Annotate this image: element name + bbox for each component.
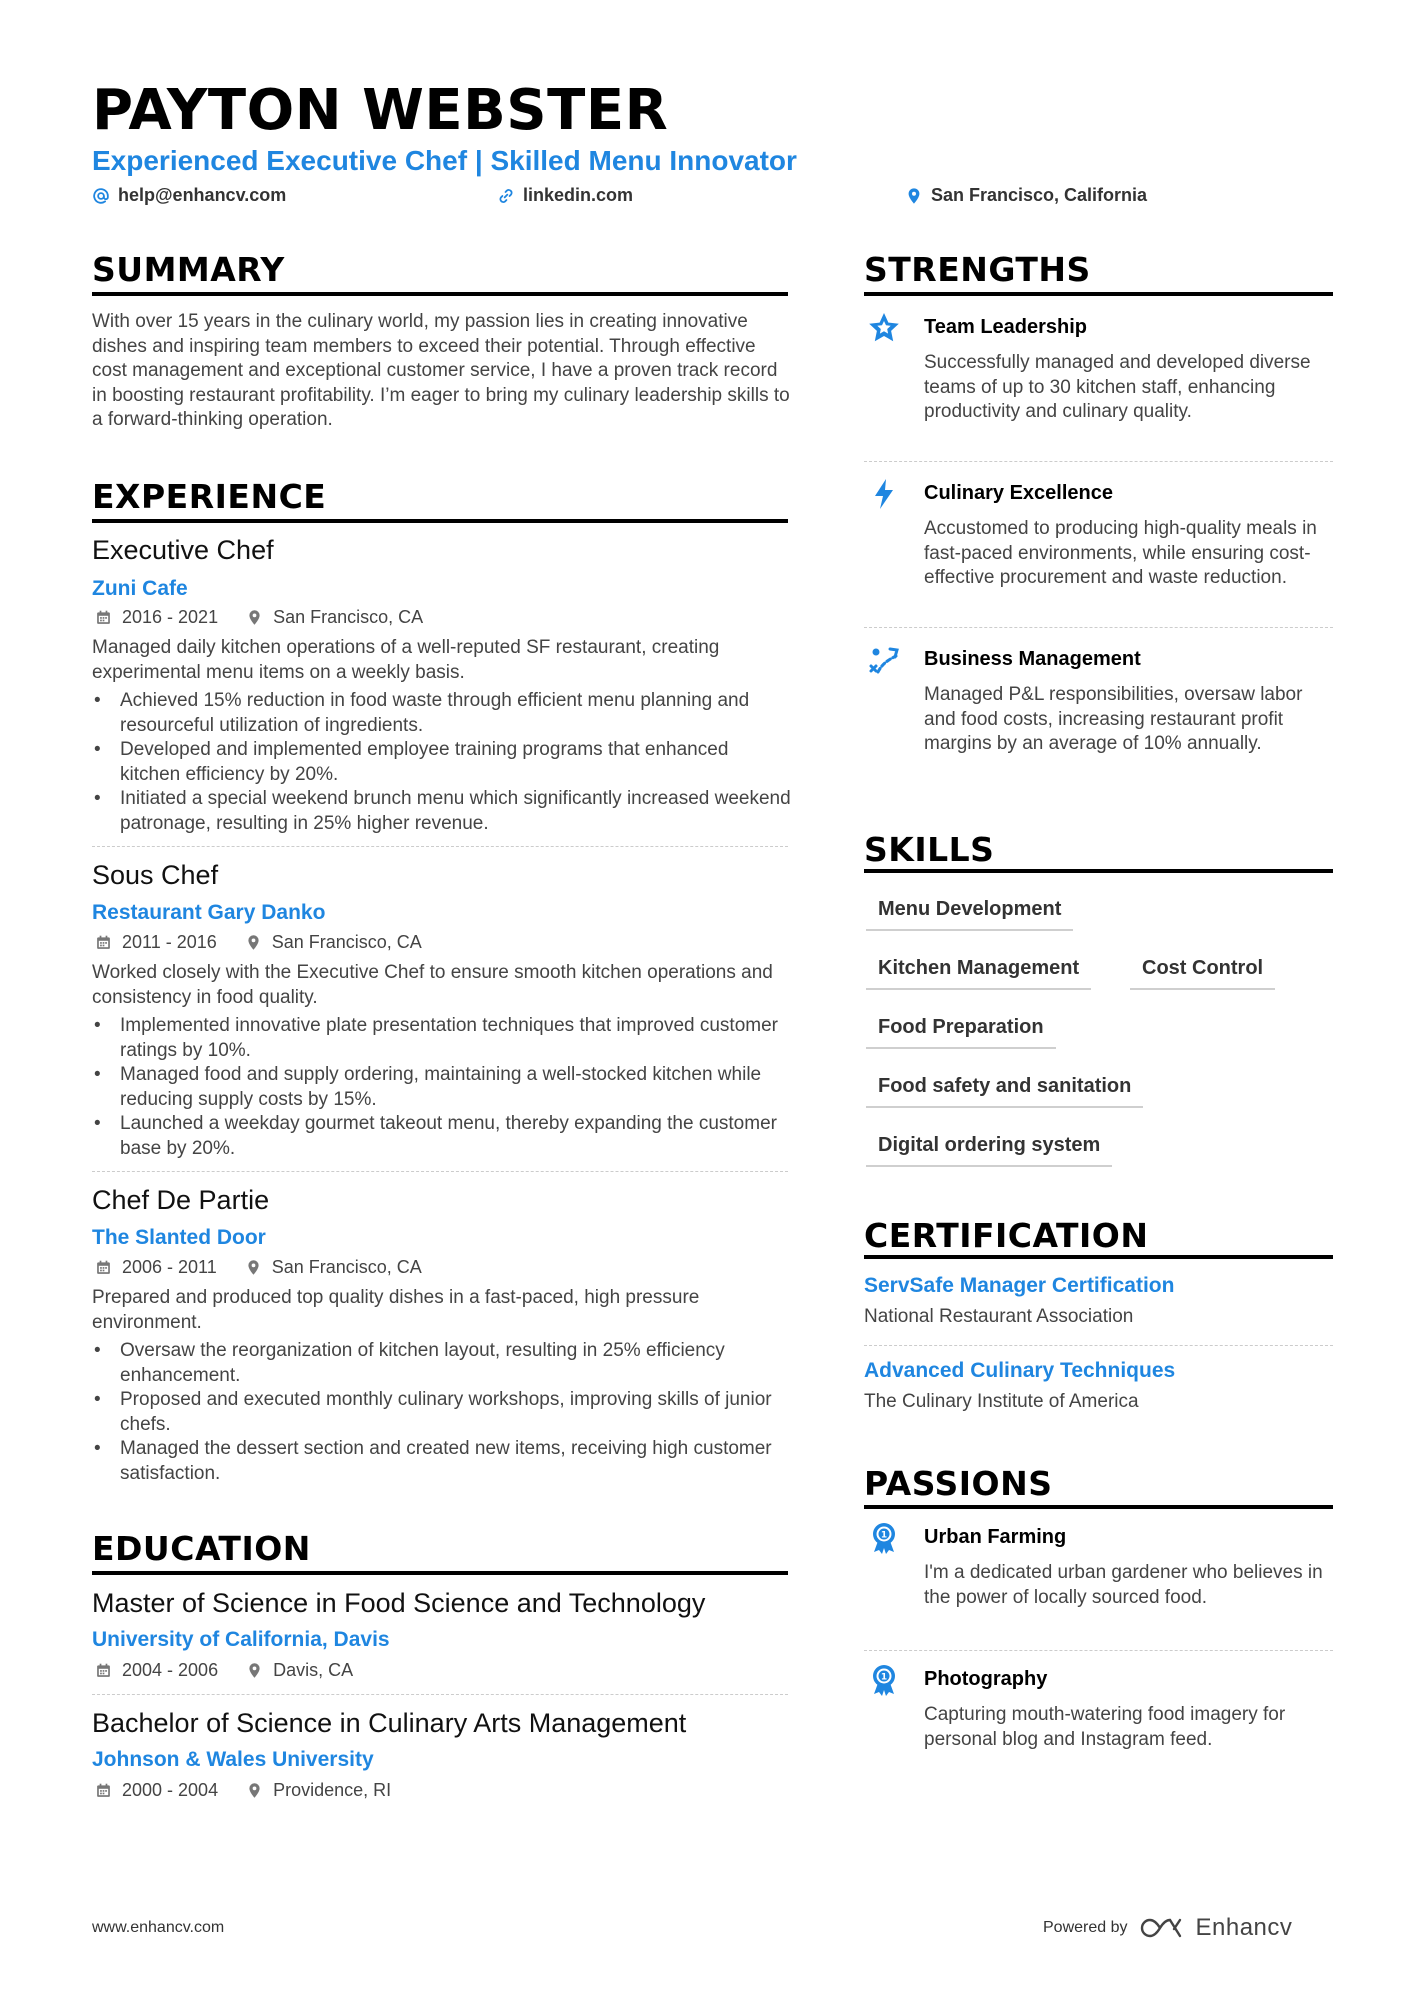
svg-text:1: 1 <box>880 1672 888 1683</box>
strength-description: Successfully managed and developed diverse teams of up to 30 kitchen staff, enhancing productivity and culinary quality. <box>924 352 1311 422</box>
passion-title: Urban Farming <box>924 1526 1067 1548</box>
school-name: University of California, Davis <box>92 1628 390 1651</box>
job-bullet: • Launched a weekday gourmet takeout menu, thereby expanding the customer base by 20%. <box>92 1112 792 1161</box>
calendar-icon <box>95 609 112 626</box>
education-dates: 2004 - 2006 <box>122 1660 219 1680</box>
job-title: Chef De Partie <box>92 1185 270 1215</box>
summary-rule <box>92 292 788 296</box>
award-ribbon-icon <box>866 1520 902 1556</box>
at-icon <box>92 187 110 205</box>
education-location: Davis, CA <box>273 1660 354 1680</box>
certification-rule <box>864 1255 1333 1259</box>
strength-description: Accustomed to producing high-quality meals in fast-paced environments, while ensuring cost-effective procurement and waste reduction. <box>924 518 1317 588</box>
passion-title: Photography <box>924 1668 1048 1690</box>
certification-name: Advanced Culinary Techniques <box>864 1359 1176 1382</box>
candidate-name: PAYTON WEBSTER <box>92 78 669 143</box>
education-dates: 2000 - 2004 <box>122 1780 219 1800</box>
summary-heading: SUMMARY <box>92 250 285 289</box>
contact-email[interactable] <box>92 185 286 206</box>
map-pin-icon <box>245 934 262 951</box>
candidate-headline <box>92 145 797 177</box>
job-bullet: • Implemented innovative plate presentation techniques that improved customer ratings by 10%. <box>92 1014 792 1063</box>
strength-title: Culinary Excellence <box>924 482 1113 504</box>
job-bullet: • Initiated a special weekend brunch menu which significantly increased weekend patronage, resulting in 25% higher revenue. <box>92 787 792 836</box>
divider <box>92 1694 788 1695</box>
contact-linkedin[interactable] <box>497 185 633 206</box>
strengths-heading: STRENGTHS <box>864 250 1091 289</box>
company-name: Zuni Cafe <box>92 577 188 600</box>
footer-branding[interactable] <box>1043 1914 1292 1942</box>
job-bullet: • Proposed and executed monthly culinary workshops, improving skills of junior chefs. <box>92 1388 792 1437</box>
job-title: Executive Chef <box>92 535 274 565</box>
divider <box>92 846 788 847</box>
skill-tag: Menu Development <box>866 898 1073 931</box>
skills-heading: SKILLS <box>864 830 995 869</box>
divider <box>864 461 1333 462</box>
education-meta <box>95 1780 391 1801</box>
strength-title: Team Leadership <box>924 316 1088 338</box>
job-title: Sous Chef <box>92 860 219 890</box>
job-meta <box>95 607 423 628</box>
brand-name: Enhancv <box>1195 1914 1293 1941</box>
job-location: San Francisco, CA <box>273 607 424 627</box>
svg-text:1: 1 <box>880 1530 888 1541</box>
calendar-icon <box>95 1259 112 1276</box>
job-description: Prepared and produced top quality dishes in a fast-paced, high pressure environment. <box>92 1287 700 1333</box>
certification-org: The Culinary Institute of America <box>864 1391 1139 1412</box>
map-pin-icon <box>246 1782 263 1799</box>
map-pin-icon <box>246 609 263 626</box>
headline-part-1: Experienced Executive Chef <box>92 145 468 176</box>
contact-location <box>905 185 1147 206</box>
strength-title: Business Management <box>924 648 1141 670</box>
powered-by-text: Powered by <box>1043 1919 1128 1936</box>
degree-title: Master of Science in Food Science and Technology <box>92 1588 706 1618</box>
calendar-icon <box>95 1662 112 1679</box>
skill-tag: Digital ordering system <box>866 1134 1112 1167</box>
education-rule <box>92 1571 788 1575</box>
education-meta <box>95 1660 353 1681</box>
location-text: San Francisco, California <box>931 185 1148 205</box>
education-location: Providence, RI <box>273 1780 392 1800</box>
map-pin-icon <box>246 1662 263 1679</box>
map-pin-icon <box>905 187 923 205</box>
experience-rule <box>92 519 788 523</box>
lightning-icon <box>866 476 902 512</box>
map-pin-icon <box>245 1259 262 1276</box>
company-name: The Slanted Door <box>92 1226 266 1249</box>
calendar-icon <box>95 1782 112 1799</box>
job-bullets <box>92 689 792 836</box>
company-name: Restaurant Gary Danko <box>92 901 326 924</box>
experience-heading: EXPERIENCE <box>92 477 327 516</box>
job-dates: 2006 - 2011 <box>122 1257 217 1277</box>
strengths-rule <box>864 292 1333 296</box>
divider <box>864 1345 1333 1346</box>
skill-tag: Food safety and sanitation <box>866 1075 1143 1108</box>
job-bullet: • Managed food and supply ordering, maintaining a well-stocked kitchen while reducing supply costs by 15%. <box>92 1063 792 1112</box>
job-location: San Francisco, CA <box>271 1257 422 1277</box>
linkedin-text: linkedin.com <box>523 185 634 205</box>
job-bullet: • Achieved 15% reduction in food waste through efficient menu planning and resourceful utilization of ingredients. <box>92 689 792 738</box>
calendar-icon <box>95 934 112 951</box>
passions-heading: PASSIONS <box>864 1464 1053 1503</box>
link-icon <box>497 187 515 205</box>
divider <box>864 627 1333 628</box>
skill-tag: Food Preparation <box>866 1016 1056 1049</box>
footer-website[interactable]: www.enhancv.com <box>92 1919 225 1936</box>
job-description: Managed daily kitchen operations of a well-reputed SF restaurant, creating experimental menu items on a weekly basis. <box>92 637 720 683</box>
job-bullets <box>92 1339 792 1486</box>
job-dates: 2016 - 2021 <box>122 607 219 627</box>
job-bullet: • Oversaw the reorganization of kitchen layout, resulting in 25% efficiency enhancement. <box>92 1339 792 1388</box>
education-heading: EDUCATION <box>92 1529 311 1568</box>
strength-description: Managed P&L responsibilities, oversaw labor and food costs, increasing restaurant profit margins by an average of 10% annually. <box>924 684 1303 754</box>
skills-rule <box>864 869 1333 873</box>
school-name: Johnson & Wales University <box>92 1748 374 1771</box>
job-meta <box>95 1257 422 1278</box>
email-text: help@enhancv.com <box>118 185 287 205</box>
divider <box>92 1171 788 1172</box>
job-bullet: • Managed the dessert section and created new items, receiving high customer satisfaction. <box>92 1437 792 1486</box>
certification-name: ServSafe Manager Certification <box>864 1274 1175 1297</box>
job-bullet: • Developed and implemented employee training programs that enhanced kitchen efficiency by 20%. <box>92 738 792 787</box>
job-dates: 2011 - 2016 <box>122 932 217 952</box>
job-bullets <box>92 1014 792 1161</box>
job-description: Worked closely with the Executive Chef to ensure smooth kitchen operations and consistency in food quality. <box>92 962 773 1008</box>
skill-tag: Cost Control <box>1130 957 1275 990</box>
certification-heading: CERTIFICATION <box>864 1216 1149 1255</box>
skill-tag: Kitchen Management <box>866 957 1091 990</box>
certification-org: National Restaurant Association <box>864 1306 1134 1327</box>
degree-title: Bachelor of Science in Culinary Arts Management <box>92 1708 687 1738</box>
passion-description: Capturing mouth-watering food imagery for personal blog and Instagram feed. <box>924 1704 1286 1750</box>
star-icon <box>866 310 902 346</box>
job-meta <box>95 932 422 953</box>
headline-part-2: Skilled Menu Innovator <box>490 145 797 176</box>
job-location: San Francisco, CA <box>271 932 422 952</box>
summary-text: With over 15 years in the culinary world, my passion lies in creating innovative dishes and inspiring team members to exceed their potential. Through effective cost management and exceptional customer service, I have a proven track record in boosting restaurant profitability. I’m eager to bring my culinary leadership skills to a forward-thinking operation. <box>92 311 790 430</box>
enhancv-logo-icon <box>1138 1915 1186 1941</box>
passion-description: I'm a dedicated urban gardener who believes in the power of locally sourced food. <box>924 1562 1323 1608</box>
headline-separator: | <box>474 145 483 176</box>
passions-rule <box>864 1505 1333 1509</box>
strategy-icon <box>866 642 902 678</box>
divider <box>864 1650 1333 1651</box>
award-ribbon-icon <box>866 1662 902 1698</box>
